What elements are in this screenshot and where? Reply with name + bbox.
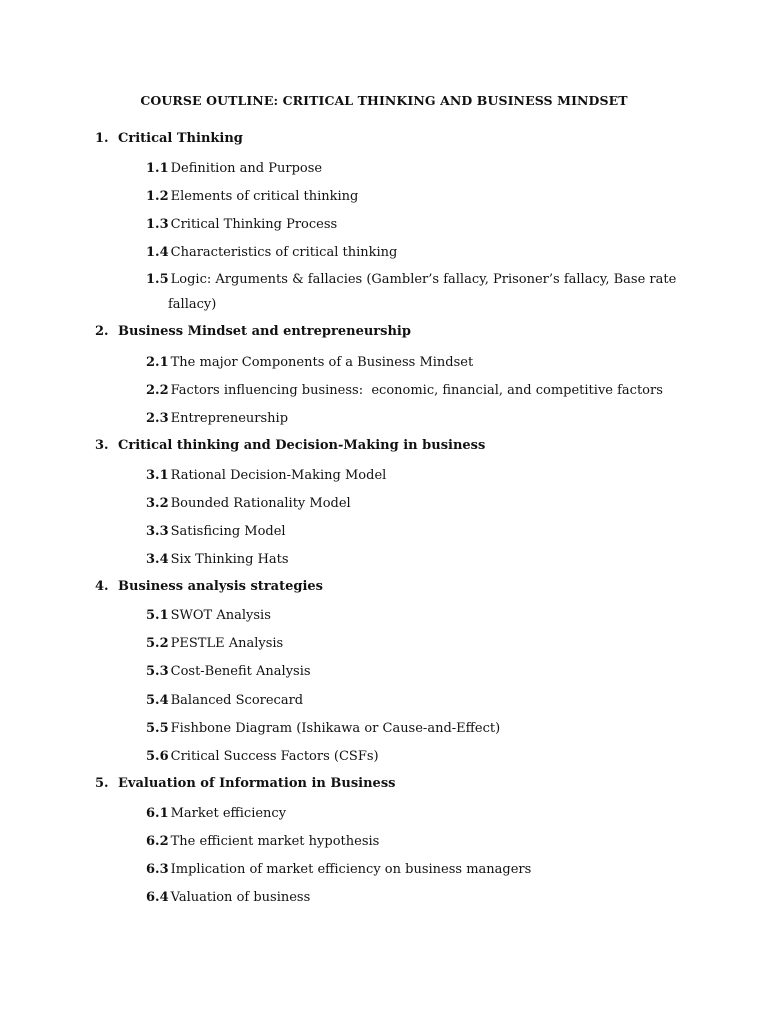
section-title: Critical Thinking <box>118 131 243 146</box>
item-number: 6.3 <box>146 862 169 877</box>
item-number: 6.4 <box>146 890 169 905</box>
item-text: Entrepreneurship <box>170 411 289 426</box>
list-item <box>146 721 500 736</box>
item-text: Critical Thinking Process <box>170 217 338 232</box>
list-item <box>146 806 286 821</box>
item-text: PESTLE Analysis <box>170 636 284 651</box>
section-number: 3. <box>95 438 109 453</box>
list-item <box>146 862 531 877</box>
item-text: Balanced Scorecard <box>170 693 304 708</box>
item-number: 5.5 <box>146 721 169 736</box>
list-item <box>146 664 311 679</box>
item-number: 6.1 <box>146 806 169 821</box>
item-number: 3.3 <box>146 524 169 539</box>
item-number: 5.4 <box>146 693 169 708</box>
list-item <box>146 552 289 567</box>
item-number: 6.2 <box>146 834 169 849</box>
list-item <box>146 834 379 849</box>
item-text: Logic: Arguments & fallacies (Gambler’s fallacy, Prisoner’s fallacy, Base rate <box>170 272 677 287</box>
section-heading-business-mindset <box>95 324 411 339</box>
item-number: 1.4 <box>146 245 169 260</box>
item-text: Valuation of business <box>170 890 311 905</box>
item-text: The major Components of a Business Mindset <box>170 355 474 370</box>
item-text: SWOT Analysis <box>170 608 271 623</box>
section-heading-evaluation <box>95 776 395 791</box>
item-text: Definition and Purpose <box>170 161 323 176</box>
section-number: 5. <box>95 776 109 791</box>
list-item <box>146 217 337 232</box>
section-number: 4. <box>95 579 109 594</box>
item-text: Factors influencing business: economic, financial, and competitive factors <box>170 383 663 398</box>
item-text: Six Thinking Hats <box>170 552 289 567</box>
section-heading-critical-thinking <box>95 131 243 146</box>
list-item <box>146 267 678 317</box>
item-text: Bounded Rationality Model <box>170 496 351 511</box>
list-item <box>146 890 310 905</box>
item-number: 5.3 <box>146 664 169 679</box>
section-title: Evaluation of Information in Business <box>118 776 396 791</box>
list-item <box>146 355 473 370</box>
item-number: 5.6 <box>146 749 169 764</box>
item-text: Rational Decision-Making Model <box>170 468 387 483</box>
item-number: 2.2 <box>146 383 169 398</box>
item-number: 3.2 <box>146 496 169 511</box>
section-number: 1. <box>95 131 109 146</box>
section-number: 2. <box>95 324 109 339</box>
section-title: Business analysis strategies <box>118 579 323 594</box>
list-item <box>146 608 271 623</box>
item-text: Critical Success Factors (CSFs) <box>170 749 379 764</box>
item-number: 1.2 <box>146 189 169 204</box>
item-text-continuation: fallacy) <box>168 297 217 312</box>
list-item <box>146 411 288 426</box>
list-item <box>146 189 358 204</box>
list-item <box>146 496 351 511</box>
item-number: 2.3 <box>146 411 169 426</box>
item-number: 1.5 <box>146 272 169 287</box>
item-text: Fishbone Diagram (Ishikawa or Cause-and-Effect) <box>170 721 501 736</box>
list-item <box>146 245 397 260</box>
item-number: 5.2 <box>146 636 169 651</box>
page-title: COURSE OUTLINE: CRITICAL THINKING AND BUSINESS MINDSET <box>140 93 628 108</box>
item-text: Market efficiency <box>170 806 287 821</box>
list-item <box>146 468 386 483</box>
item-number: 1.1 <box>146 161 169 176</box>
item-text: Elements of critical thinking <box>170 189 359 204</box>
section-heading-decision-making <box>95 438 485 453</box>
section-title: Critical thinking and Decision-Making in business <box>118 438 486 453</box>
item-text: Satisficing Model <box>170 524 286 539</box>
item-text: Cost-Benefit Analysis <box>170 664 311 679</box>
section-title: Business Mindset and entrepreneurship <box>118 324 411 339</box>
section-heading-business-analysis <box>95 579 323 594</box>
list-item <box>146 161 322 176</box>
list-item <box>146 383 663 398</box>
item-text: Implication of market efficiency on business managers <box>170 862 532 877</box>
item-number: 2.1 <box>146 355 169 370</box>
item-number: 3.4 <box>146 552 169 567</box>
item-number: 3.1 <box>146 468 169 483</box>
item-number: 5.1 <box>146 608 169 623</box>
list-item <box>146 636 283 651</box>
item-text: Characteristics of critical thinking <box>170 245 398 260</box>
item-text: The efficient market hypothesis <box>170 834 380 849</box>
list-item <box>146 693 303 708</box>
list-item <box>146 524 286 539</box>
list-item <box>146 749 379 764</box>
item-number: 1.3 <box>146 217 169 232</box>
